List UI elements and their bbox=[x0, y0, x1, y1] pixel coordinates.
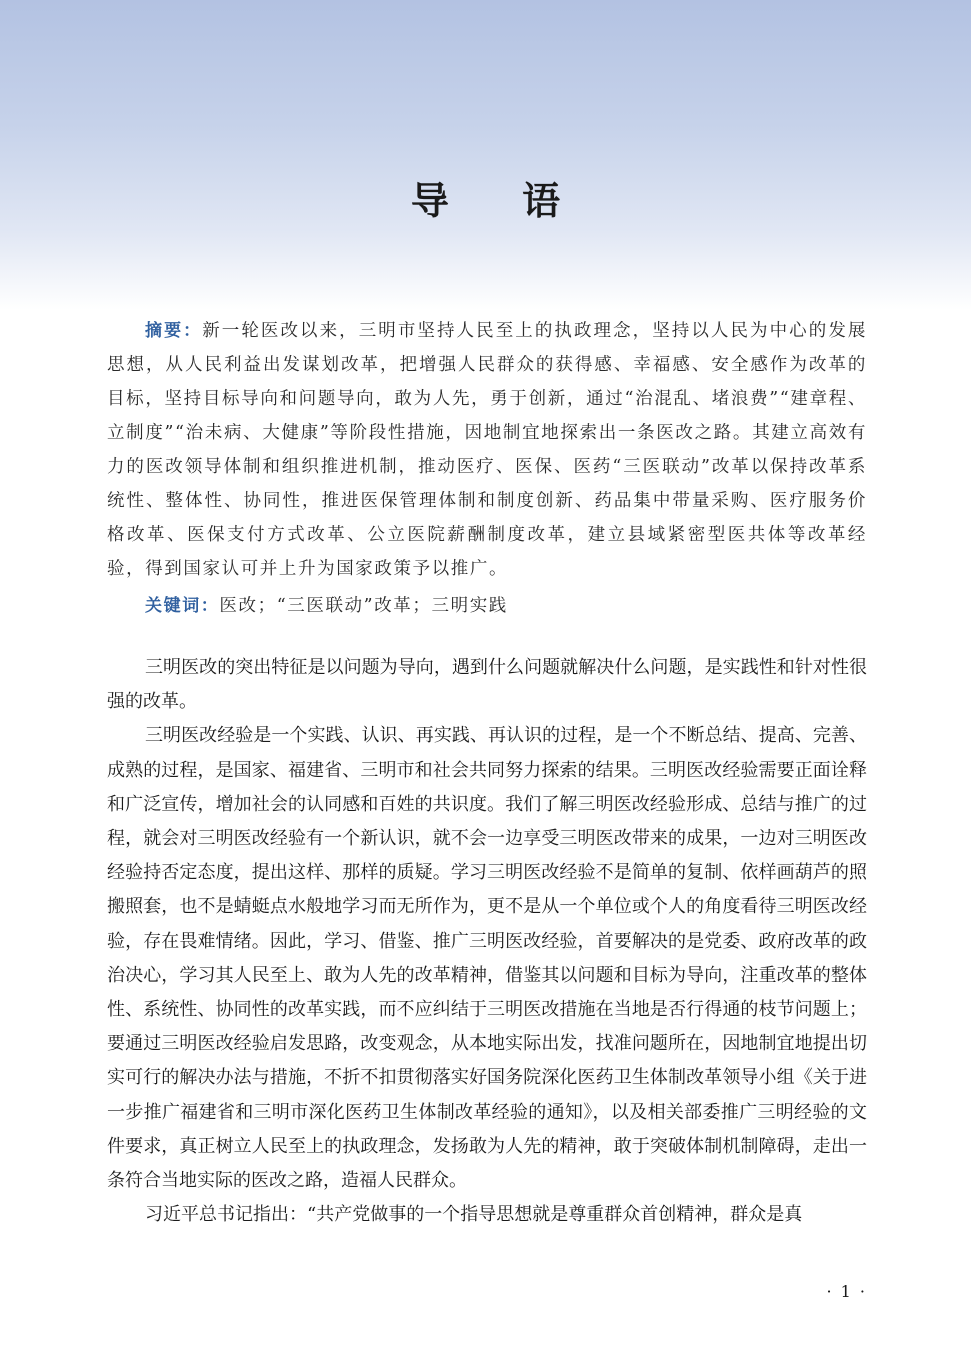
page-number: · 1 · bbox=[826, 1282, 867, 1301]
abstract-label: 摘要： bbox=[145, 321, 203, 341]
header-gradient-band bbox=[0, 0, 971, 310]
page-title: 导 语 bbox=[410, 179, 591, 223]
body-paragraph-3: 习近平总书记指出：“共产党做事的一个指导思想就是尊重群众首创精神，群众是真 bbox=[145, 1204, 803, 1226]
abstract-text: 新一轮医改以来，三明市坚持人民至上的执政理念，坚持以人民为中心的发展思想，从人民利益出发谋划改革，把增强人民群众的获得感、幸福感、安全感作为改革的目标，坚持目标导向和问题导向，敢为人先，勇于创新，通过“治混乱、堵浪费”“建章程、立制度”“治未病、大健康”等阶段性措施，因地制宜地探索出一条医改之路。其建立高效有力的医改领导体制和组织推进机制，推动医疗、医保、医药“三医联动”改革以保持改革系统性、整体性、协同性，推进医保管理体制和制度创新、药品集中带量采购、医疗服务价格改革、医保支付方式改革、公立医院薪酬制度改革，建立县域紧密型医共体等改革经验，得到国家认可并上升为国家政策予以推广。 bbox=[107, 321, 867, 579]
abstract-section bbox=[107, 314, 867, 623]
keywords-label: 关键词： bbox=[145, 596, 220, 616]
keywords-line bbox=[107, 589, 867, 623]
abstract-paragraph bbox=[107, 314, 867, 586]
body-paragraph-1: 三明医改的突出特征是以问题为导向，遇到什么问题就解决什么问题，是实践性和针对性很强的改革。 bbox=[107, 657, 867, 713]
keywords-text: 医改；“三医联动”改革；三明实践 bbox=[219, 596, 508, 616]
body-paragraph-2: 三明医改经验是一个实践、认识、再实践、再认识的过程，是一个不断总结、提高、完善、成熟的过程，是国家、福建省、三明市和社会共同努力探索的结果。三明医改经验需要正面诠释和广泛宣传，增加社会的认同感和百姓的共识度。我们了解三明医改经验形成、总结与推广的过程，就会对三明医改经验有一个新认识，就不会一边享受三明医改带来的成果，一边对三明医改经验持否定态度，提出这样、那样的质疑。学习三明医改经验不是简单的复制、依样画葫芦的照搬照套，也不是蜻蜓点水般地学习而无所作为，更不是从一个单位或个人的角度看待三明医改经验，存在畏难情绪。因此，学习、借鉴、推广三明医改经验，首要解决的是党委、政府改革的政治决心，学习其人民至上、敢为人先的改革精神，借鉴其以问题和目标为导向，注重改革的整体性、系统性、协同性的改革实践，而不应纠结于三明医改措施在当地是否行得通的枝节问题上；要通过三明医改经验启发思路，改变观念，从本地实际出发，找准问题所在，因地制宜地提出切实可行的解决办法与措施，不折不扣贯彻落实好国务院深化医药卫生体制改革领导小组《关于进一步推广福建省和三明市深化医药卫生体制改革经验的通知》，以及相关部委推广三明经验的文件要求，真正树立人民至上的执政理念，发扬敢为人先的精神，敢于突破体制机制障碍，走出一条符合当地实际的医改之路，造福人民群众。 bbox=[107, 725, 867, 1192]
body-text bbox=[107, 651, 867, 1232]
